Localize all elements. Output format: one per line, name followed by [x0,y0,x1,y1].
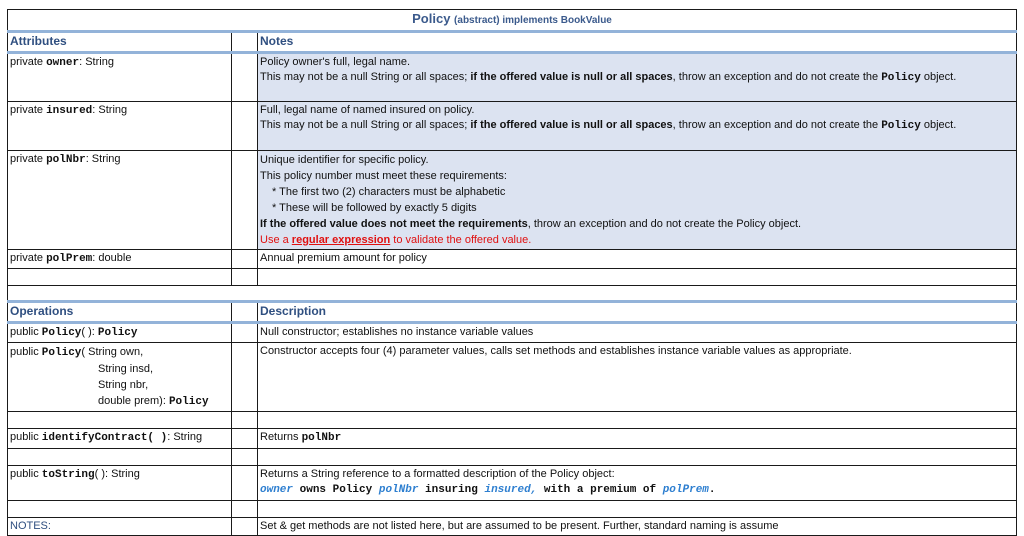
tostring-format: owner owns Policy polNbr insuring insured, with a premium of polPrem. [260,484,716,496]
operation-row-constructor: public Policy( String own, String insd, String nbr, double prem): Policy Constructor accepts four (4) parameter values, calls set methods and establishes instance variable values as appropriate. [8,343,1017,412]
attribute-row-polnbr: private polNbr: String Unique identifier for specific policy. This policy number must meet these requirements: * The first two (2) characters must be alphabetic * These will be followed by exactly 5 digits If the offered value does not meet the requirements, throw an exception and do not create the Policy object. Use a regular expression to validate the offered value. [8,150,1017,249]
class-title [8,10,1017,32]
attribute-row-polprem: private polPrem: double Annual premium amount for policy [8,249,1017,269]
notes-header: Notes [258,32,1017,53]
regex-note: Use a regular expression to validate the offered value. [260,233,532,246]
operation-row-tostring: public toString( ): String Returns a String reference to a formatted description of the Policy object: owner owns Policy polNbr insuring insured, with a premium of polPrem. [8,465,1017,500]
notes-label: NOTES: [8,517,232,536]
attribute-row-owner: private owner: String Policy owner's full, legal name. This may not be a null String or all spaces; if the offered value is null or all spaces, throw an exception and do not create the Policy object. [8,52,1017,101]
uml-class-table [7,9,1016,536]
notes-insured: Full, legal name of named insured on policy. This may not be a null String or all spaces; if the offered value is null or all spaces, throw an exception and do not create the Policy object. [258,101,1017,150]
notes-polprem: Annual premium amount for policy [258,249,1017,269]
notes-row [8,517,1017,536]
attribute-row-insured: private insured: String Full, legal name of named insured on policy. This may not be a null String or all spaces; if the offered value is null or all spaces, throw an exception and do not create the Policy object. [8,101,1017,150]
description-header: Description [258,302,1017,323]
notes-polnbr: Unique identifier for specific policy. This policy number must meet these requirements: * The first two (2) characters must be alphabetic * These will be followed by exactly 5 digits If the offered value does not meet the requirements, throw an exception and do not create the Policy object. Use a regular expression to validate the offered value. [258,150,1017,249]
notes-owner: Policy owner's full, legal name. This may not be a null String or all spaces; if the offered value is null or all spaces, throw an exception and do not create the Policy object. [258,52,1017,101]
notes-text: Set & get methods are not listed here, but are assumed to be present. Further, standard naming is assume [258,517,1017,536]
class-name: Policy [412,11,451,26]
operation-row-null-constructor: public Policy( ): Policy Null constructor; establishes no instance variable values [8,322,1017,343]
operation-row-identify-contract: public identifyContract( ): String Returns polNbr [8,429,1017,449]
operations-header: Operations [8,302,232,323]
class-subtitle: (abstract) implements BookValue [454,15,612,26]
attributes-header: Attributes [8,32,232,53]
